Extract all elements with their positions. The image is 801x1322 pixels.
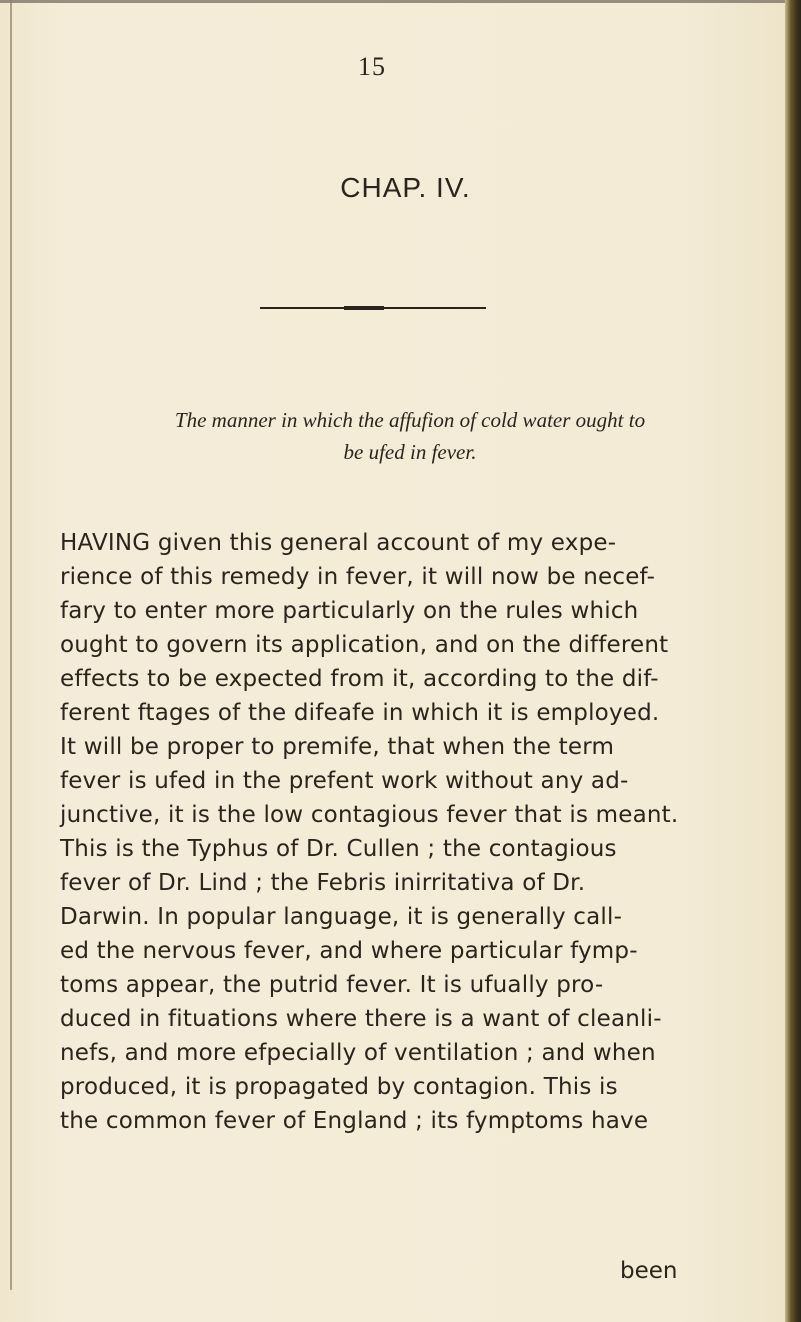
body-line: fever of Dr. Lind ; the Febris inirritativa of Dr. [60,870,586,896]
body-line: effects to be expected from it, according to the dif- [60,666,659,692]
body-line: HAVING given this general account of my expe- [60,530,617,556]
body-line: duced in fituations where there is a want of cleanli- [60,1006,662,1032]
body-line: It will be proper to premife, that when the term [60,734,615,760]
body-line: toms appear, the putrid fever. It is ufually pro- [60,972,604,998]
body-line: This is the Typhus of Dr. Cullen ; the contagious [60,836,617,862]
body-line: ought to govern its application, and on the different [60,632,669,658]
body-line: Darwin. In popular language, it is generally call- [60,904,623,930]
body-line: rience of this remedy in fever, it will now be necef- [60,564,656,590]
body-line: fary to enter more particularly on the rules which [60,598,639,624]
top-edge-rule [0,0,801,3]
body-line: junctive, it is the low contagious fever that is meant. [60,802,679,828]
body-paragraph [60,526,760,1138]
catchword: been [620,1258,678,1284]
body-line: nefs, and more efpecially of ventilation ; and when [60,1040,656,1066]
page-number: 15 [358,52,386,81]
chapter-subtitle [60,404,760,468]
body-line: produced, it is propagated by contagion. This is [60,1074,618,1100]
body-line: ferent ftages of the difeafe in which it is employed. [60,700,660,726]
chapter-title: CHAP. IV. [340,172,471,203]
body-line: fever is ufed in the prefent work without any ad- [60,768,629,794]
subtitle-line: be ufed in fever. [343,440,477,464]
subtitle-line: The manner in which the affufion of cold water ought to [174,408,646,432]
ornamental-divider [260,307,486,309]
body-line: the common fever of England ; its fymptoms have [60,1108,649,1134]
body-line: ed the nervous fever, and where particular fymp- [60,938,638,964]
